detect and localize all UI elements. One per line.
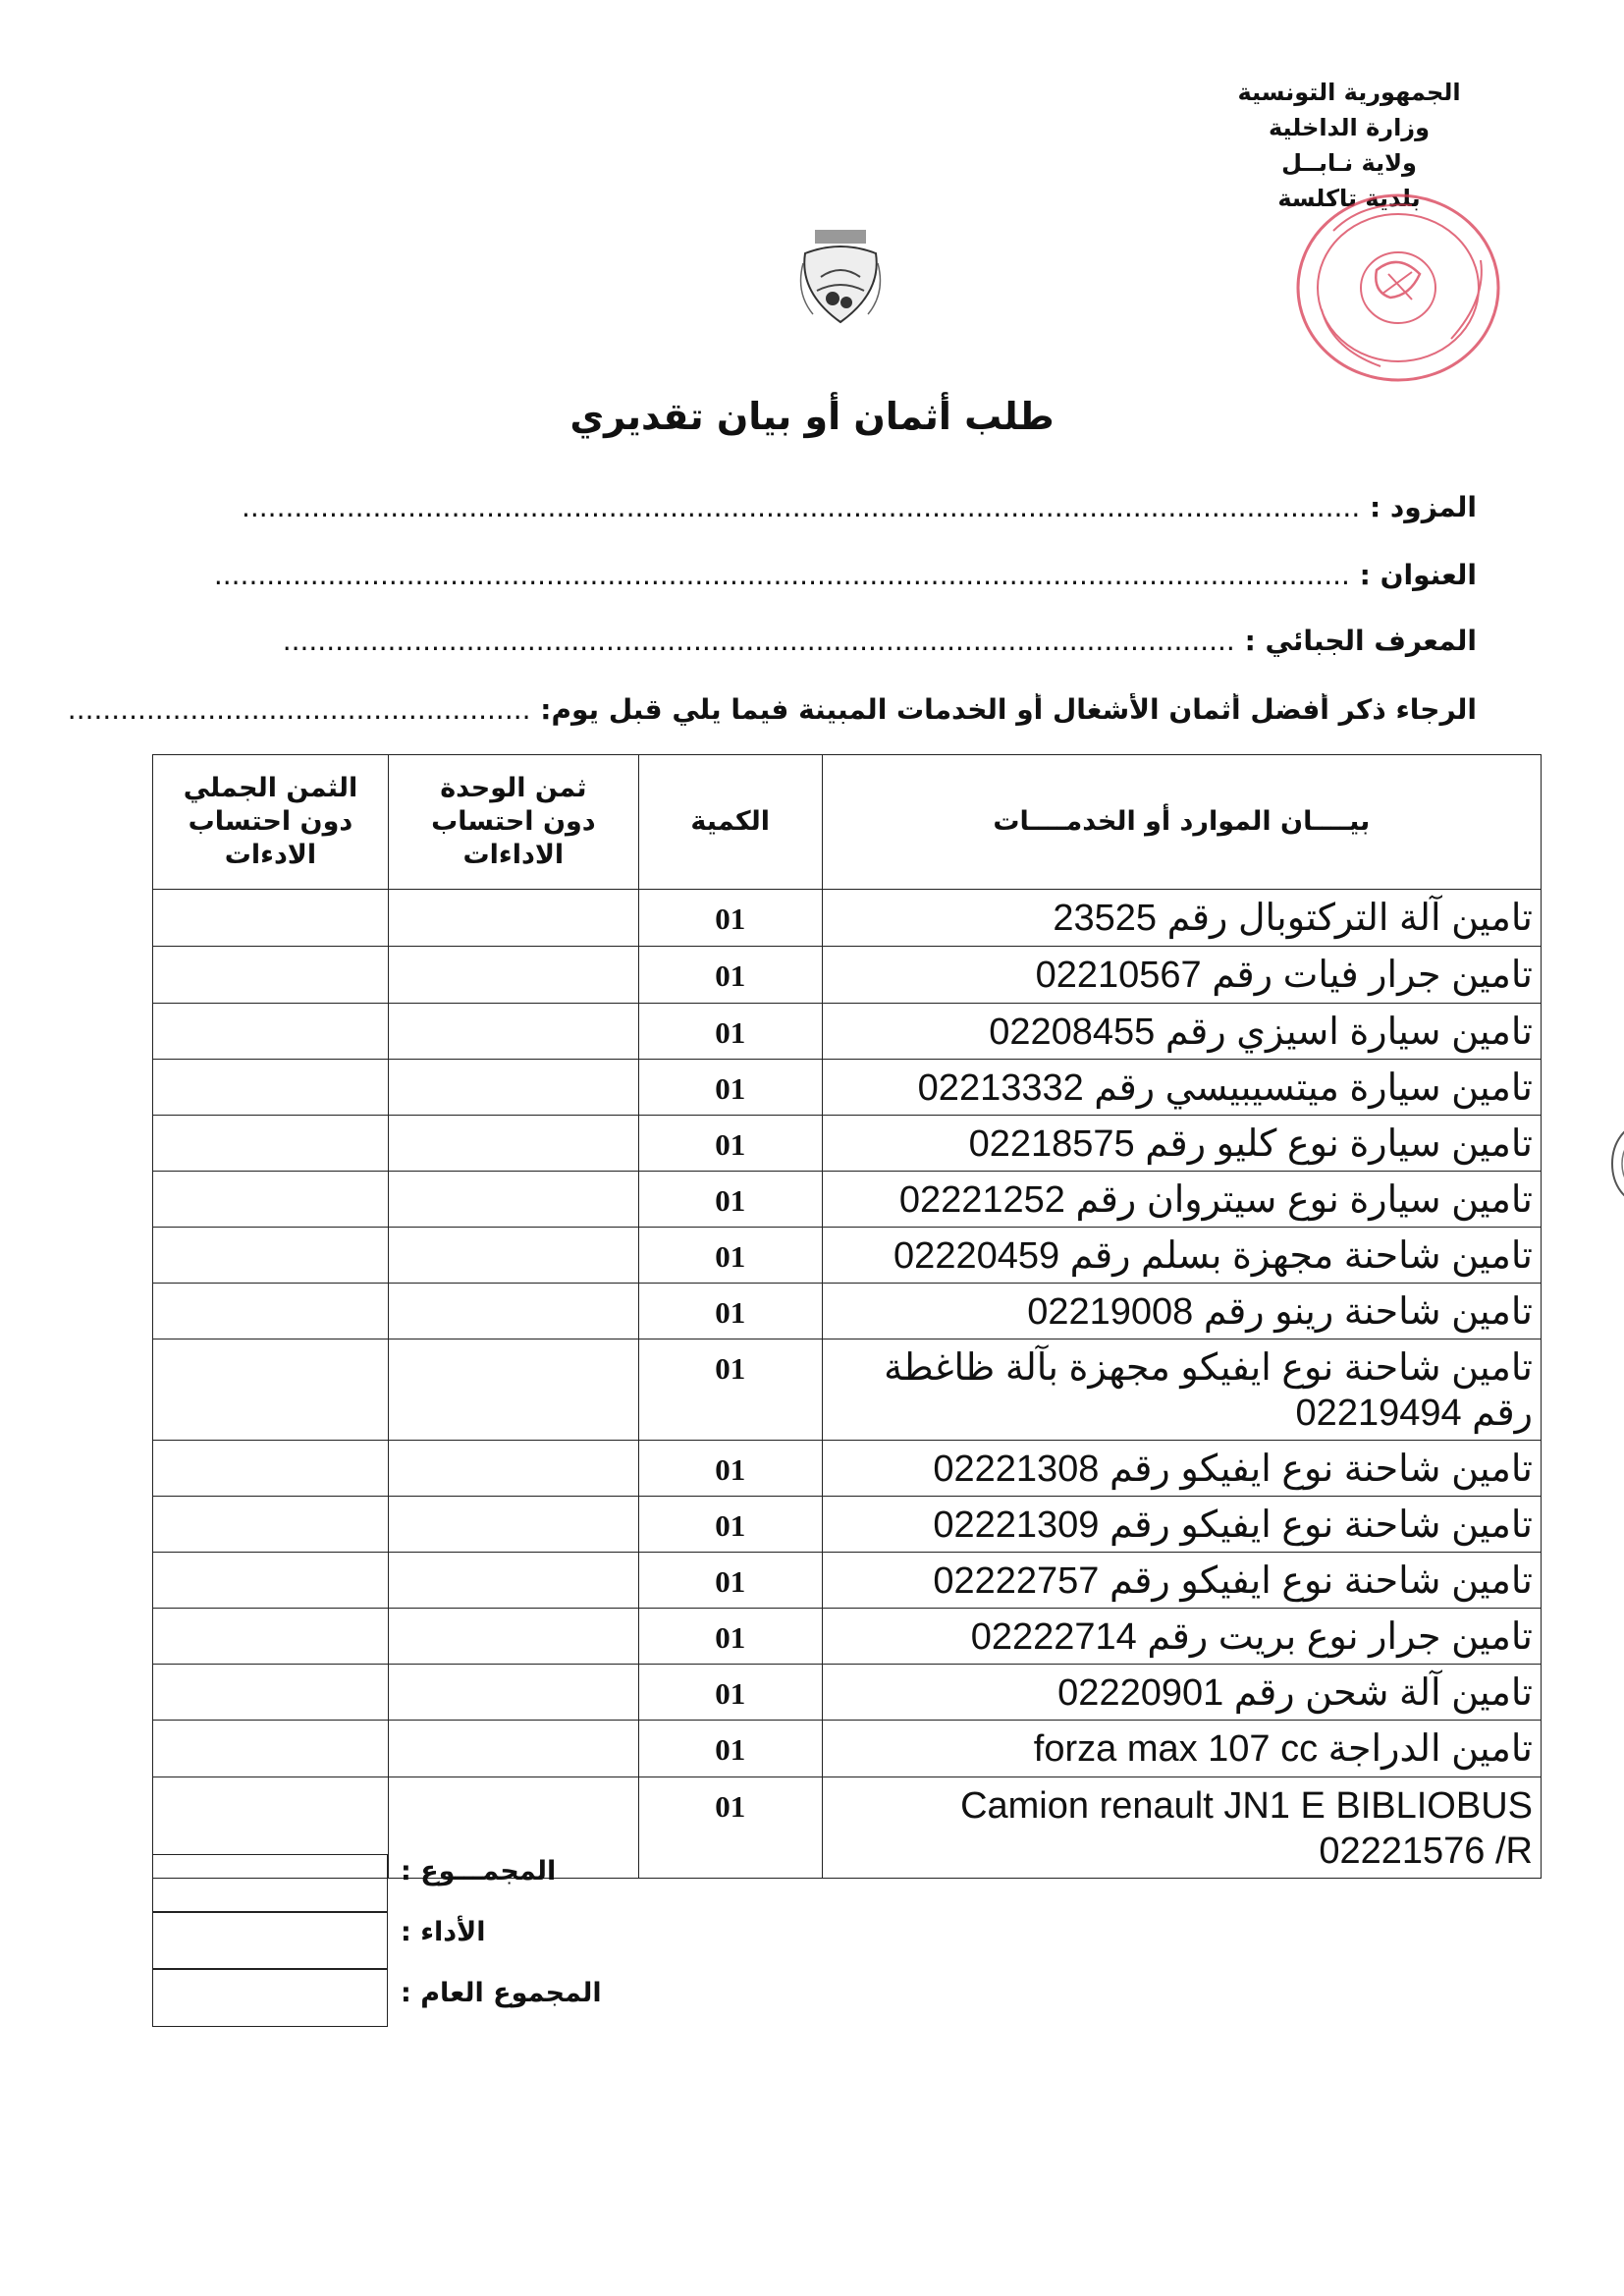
item-total-price-cell[interactable] [153, 1284, 389, 1339]
item-total-price-cell[interactable] [153, 1665, 389, 1721]
item-quantity: 01 [638, 1172, 822, 1228]
item-quantity: 01 [638, 1777, 822, 1879]
address-field[interactable] [214, 559, 1477, 591]
table-row [153, 1497, 1542, 1553]
item-description: Camion renault JN1 E BIBLIOBUS 02221576 /R [822, 1777, 1541, 1879]
header-line-governorate: ولاية نـابــل [1281, 149, 1417, 177]
item-quantity: 01 [638, 1004, 822, 1060]
item-quantity: 01 [638, 1441, 822, 1497]
header-line-ministry: وزارة الداخلية [1268, 114, 1431, 141]
item-total-price-cell[interactable] [153, 1172, 389, 1228]
item-description: تامين سيارة ميتسيبيسي رقم 02213332 [822, 1060, 1541, 1116]
item-unit-price-cell[interactable] [388, 1553, 638, 1609]
item-unit-price-cell[interactable] [388, 1004, 638, 1060]
item-quantity: 01 [638, 1284, 822, 1339]
item-quantity: 01 [638, 1721, 822, 1777]
item-quantity: 01 [638, 1116, 822, 1172]
item-description: تامين شاحنة رينو رقم 02219008 [822, 1284, 1541, 1339]
item-unit-price-cell[interactable] [388, 947, 638, 1004]
tax-id-field[interactable] [283, 625, 1477, 657]
item-total-price-cell[interactable] [153, 890, 389, 947]
table-row [153, 1228, 1542, 1284]
subtotal-label: المجمـــوع : [401, 1856, 557, 1886]
item-total-price-cell[interactable] [153, 1441, 389, 1497]
item-unit-price-cell[interactable] [388, 1441, 638, 1497]
item-description: تامين سيارة نوع سيتروان رقم 02221252 [822, 1172, 1541, 1228]
municipality-emblem-icon [785, 224, 895, 330]
item-description: تامين شاحنة مجهزة بسلم رقم 02220459 [822, 1228, 1541, 1284]
table-row [153, 890, 1542, 947]
item-total-price-cell[interactable] [153, 1497, 389, 1553]
table-row [153, 1721, 1542, 1777]
item-total-price-cell[interactable] [153, 1228, 389, 1284]
item-quantity: 01 [638, 1060, 822, 1116]
table-row [153, 947, 1542, 1004]
item-unit-price-cell[interactable] [388, 890, 638, 947]
item-description: تامين شاحنة نوع ايفيكو رقم 02221309 [822, 1497, 1541, 1553]
deadline-request-dots: ..................................................... [67, 693, 531, 726]
item-quantity: 01 [638, 1553, 822, 1609]
item-unit-price-cell[interactable] [388, 1060, 638, 1116]
item-unit-price-cell[interactable] [388, 1497, 638, 1553]
table-row [153, 1609, 1542, 1665]
item-quantity: 01 [638, 1665, 822, 1721]
supplier-dots: ................................................................................................................................ [241, 491, 1361, 523]
address-dots: .................................................................................................................................. [213, 559, 1350, 591]
tax-id-label: المعرف الجبائي : [1244, 625, 1477, 657]
item-total-price-cell[interactable] [153, 1339, 389, 1441]
item-quantity: 01 [638, 890, 822, 947]
item-unit-price-cell[interactable] [388, 1228, 638, 1284]
table-row [153, 1060, 1542, 1116]
table-row [153, 1172, 1542, 1228]
table-row [153, 1441, 1542, 1497]
item-description: تامين سيارة نوع كليو رقم 02218575 [822, 1116, 1541, 1172]
tax-id-dots: ............................................................................................................. [282, 625, 1235, 657]
side-seal-icon [1604, 1120, 1624, 1208]
header-quantity: الكمية [638, 755, 822, 890]
table-row [153, 1665, 1542, 1721]
tax-label: الأداء : [401, 1917, 486, 1947]
header-total-price: الثمن الجملي دون احتساب الادءات [153, 755, 389, 890]
item-quantity: 01 [638, 1339, 822, 1441]
item-total-price-cell[interactable] [153, 947, 389, 1004]
header-unit-price: ثمن الوحدة دون احتساب الاداءات [388, 755, 638, 890]
header-line-municipality: بلدية تاكلسة [1277, 185, 1421, 212]
item-total-price-cell[interactable] [153, 1721, 389, 1777]
supplier-label: المزود : [1369, 491, 1477, 523]
item-quantity: 01 [638, 947, 822, 1004]
subtotal-box[interactable] [152, 1854, 388, 1913]
table-header-row [153, 755, 1542, 890]
item-quantity: 01 [638, 1497, 822, 1553]
table-row [153, 1004, 1542, 1060]
item-total-price-cell[interactable] [153, 1060, 389, 1116]
header-line-republic: الجمهورية التونسية [1237, 79, 1461, 106]
item-description: تامين شاحنة نوع ايفيكو رقم 02222757 [822, 1553, 1541, 1609]
item-total-price-cell[interactable] [153, 1609, 389, 1665]
deadline-request-label: الرجاء ذكر أفضل أثمان الأشغال أو الخدمات المبينة فيما يلي قبل يوم: [540, 693, 1477, 726]
item-description: تامين جرار نوع بريت رقم 02222714 [822, 1609, 1541, 1665]
item-unit-price-cell[interactable] [388, 1116, 638, 1172]
item-description: تامين الدراجة forza max 107 cc [822, 1721, 1541, 1777]
item-quantity: 01 [638, 1228, 822, 1284]
item-unit-price-cell[interactable] [388, 1339, 638, 1441]
item-total-price-cell[interactable] [153, 1553, 389, 1609]
item-total-price-cell[interactable] [153, 1004, 389, 1060]
item-description: تامين آلة التركتوبال رقم 23525 [822, 890, 1541, 947]
header-description: بيــــان الموارد أو الخدمــــات [822, 755, 1541, 890]
table-row [153, 1339, 1542, 1441]
items-table [152, 754, 1542, 1879]
address-label: العنوان : [1359, 559, 1477, 591]
items-table-body [153, 890, 1542, 1879]
item-unit-price-cell[interactable] [388, 1172, 638, 1228]
item-unit-price-cell[interactable] [388, 1609, 638, 1665]
item-quantity: 01 [638, 1609, 822, 1665]
table-row [153, 1116, 1542, 1172]
item-unit-price-cell[interactable] [388, 1665, 638, 1721]
grand-total-label: المجموع العام : [401, 1978, 602, 2008]
official-stamp [1294, 191, 1502, 384]
supplier-field[interactable] [242, 491, 1477, 523]
deadline-request-field[interactable] [68, 693, 1477, 726]
document-title: طلب أثمان أو بيان تقديري [569, 395, 1055, 438]
item-unit-price-cell[interactable] [388, 1284, 638, 1339]
table-row [153, 1553, 1542, 1609]
tax-box[interactable] [152, 1911, 388, 1970]
grand-total-box[interactable] [152, 1968, 388, 2027]
item-description: تامين سيارة اسيزي رقم 02208455 [822, 1004, 1541, 1060]
item-description: تامين شاحنة نوع ايفيكو مجهزة بآلة ظاغطة رقم 02219494 [822, 1339, 1541, 1441]
item-description: تامين شاحنة نوع ايفيكو رقم 02221308 [822, 1441, 1541, 1497]
item-total-price-cell[interactable] [153, 1116, 389, 1172]
item-unit-price-cell[interactable] [388, 1721, 638, 1777]
item-description: تامين آلة شحن رقم 02220901 [822, 1665, 1541, 1721]
table-row [153, 1284, 1542, 1339]
item-description: تامين جرار فيات رقم 02210567 [822, 947, 1541, 1004]
